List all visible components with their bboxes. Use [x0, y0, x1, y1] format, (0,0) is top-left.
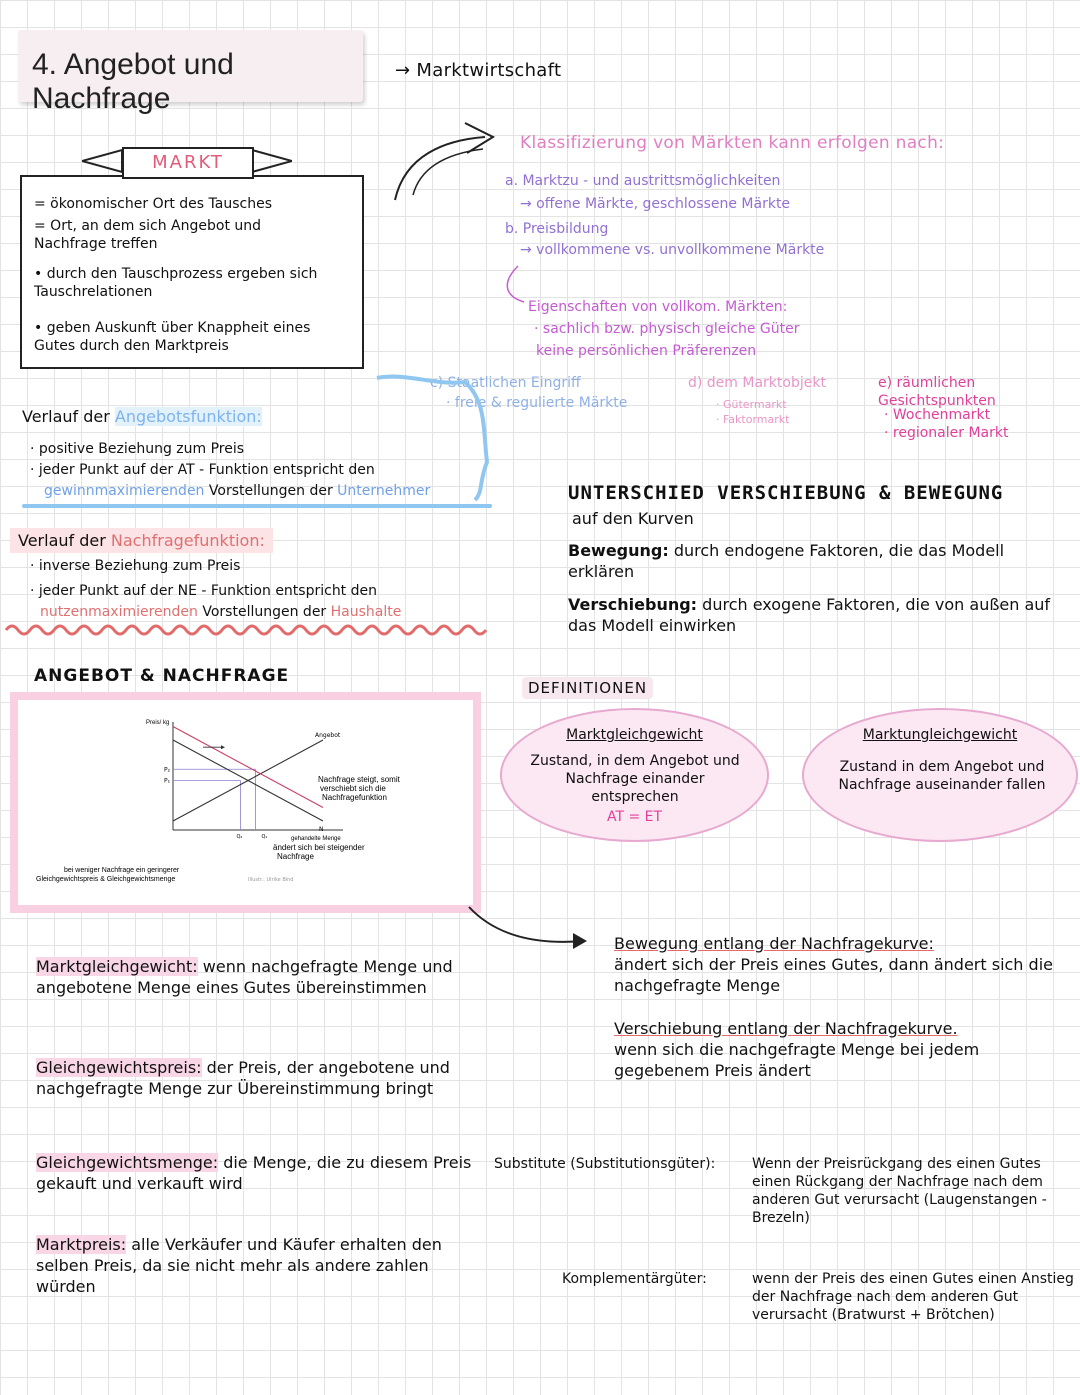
klass-e-1: · Wochenmarkt	[884, 407, 991, 423]
gg-text: Zustand, in dem Angebot und Nachfrage einander entsprechen	[530, 753, 740, 805]
chart-frame	[10, 692, 481, 913]
series-label-n: N	[319, 826, 324, 833]
klass-d-2: · Faktormarkt	[716, 413, 790, 426]
begriff-2-term: Gleichgewichtspreis:	[36, 1058, 202, 1077]
nachfrage-line-2a: · jeder Punkt auf der NE - Funktion entspricht den	[30, 583, 377, 599]
begriff-4-term: Marktpreis:	[36, 1235, 127, 1254]
annotation-less-demand: bei weniger Nachfrage ein geringerer Gleichgewichtspreis & Gleichgewichtsmenge	[36, 867, 180, 883]
markt-line-4: • geben Auskunft über Knappheit eines Gutes durch den Marktpreis	[34, 320, 311, 354]
klassifizierung-heading: Klassifizierung von Märkten kann erfolgen nach:	[520, 133, 945, 153]
nachfrage-line-1: · inverse Beziehung zum Preis	[30, 558, 241, 574]
unterschied-heading: UNTERSCHIED VERSCHIEBUNG & BEWEGUNG	[568, 482, 1004, 504]
nachfrage-vorstellungen: Vorstellungen der	[202, 604, 327, 620]
annotation-change: ändert sich bei steigender Nachfrage	[273, 843, 365, 861]
angebot-unternehmer: Unternehmer	[337, 483, 431, 499]
angebot-head-b: Angebotsfunktion:	[114, 407, 262, 426]
bewegung-label: Bewegung:	[568, 541, 669, 560]
klass-e: e) räumlichen Gesichtspunkten	[878, 375, 996, 409]
blue-underline	[22, 504, 492, 508]
gg-title: Marktgleichgewicht	[566, 727, 703, 743]
gleichgewicht-ellipse	[500, 708, 769, 842]
x-axis-label: gehandelte Menge	[291, 836, 341, 842]
klass-d: d) dem Marktobjekt	[688, 375, 826, 391]
angebot-gewinn: gewinnmaximierenden	[44, 483, 205, 499]
markt-line-1: = ökonomischer Ort des Tausches	[34, 196, 272, 212]
bewegung-text: durch endogene Faktoren, die das Modell erklären	[568, 541, 1005, 581]
definitionen-label: DEFINITIONEN	[522, 677, 653, 699]
shift-arrow-head	[221, 745, 225, 749]
angebot-line-2	[44, 482, 430, 500]
nachfrage-head-b: Nachfragefunktion:	[110, 531, 265, 550]
verschiebung-text: durch exogene Faktoren, die von außen auf das Modell einwirken	[568, 595, 1051, 635]
y-axis-label: Preis/ kg	[146, 720, 170, 726]
begriff-4	[36, 1234, 476, 1297]
eig-head: Eigenschaften von vollkom. Märkten:	[528, 299, 788, 315]
klass-c-sub: · freie & regulierte Märkte	[446, 395, 628, 411]
bew-nachfrage-text: ändert sich der Preis eines Gutes, dann ändert sich die nachgefragte Menge	[614, 955, 1053, 995]
begriff-2-text: der Preis, der angebotene und nachgefragte Menge zur Übereinstimmung bringt	[36, 1058, 450, 1098]
bewegung-def	[568, 540, 1068, 582]
klass-b: b. Preisbildung	[505, 221, 609, 237]
ver-nachfrage-text: wenn sich die nachgefragte Menge bei jedem gegebenem Preis ändert	[614, 1040, 980, 1080]
klass-a: a. Marktzu - und austrittsmöglichkeiten	[505, 173, 781, 189]
nachfrage-nutzen: nutzenmaximierenden	[40, 604, 198, 620]
bew-nachfrage-block	[614, 933, 1064, 996]
markt-banner: MARKT	[122, 147, 254, 179]
annotation-shift: Nachfrage steigt, somit verschiebt sich die Nachfragefunktion	[318, 775, 400, 802]
markt-line-2: = Ort, an dem sich Angebot und Nachfrage treffen	[34, 218, 262, 252]
komplement-term: Komplementärgüter:	[562, 1271, 707, 1287]
series-line-2	[173, 727, 323, 808]
topic-arrow-text: → Marktwirtschaft	[395, 60, 562, 81]
eig-2: keine persönlichen Präferenzen	[536, 343, 757, 359]
begriff-3-text: die Menge, die zu diesem Preis gekauft und verkauft wird	[36, 1153, 472, 1193]
page-title: 4. Angebot und Nachfrage	[32, 48, 234, 115]
markt-line-3: • durch den Tauschprozess ergeben sich Tauschrelationen	[34, 266, 318, 300]
angebot-vorstellungen: Vorstellungen der	[208, 483, 333, 499]
red-squiggle	[4, 620, 494, 640]
ugg-text: Zustand in dem Angebot und Nachfrage auseinander fallen	[838, 759, 1046, 793]
verschiebung-label: Verschiebung:	[568, 595, 698, 614]
begriff-1-term: Marktgleichgewicht:	[36, 957, 198, 976]
eig-1: · sachlich bzw. physisch gleiche Güter	[534, 321, 800, 337]
unterschied-sub: auf den Kurven	[572, 509, 694, 528]
angebot-heading	[22, 406, 262, 427]
ver-nachfrage-block	[614, 1018, 1064, 1081]
angebot-line-2a: · jeder Punkt auf der AT - Funktion entspricht den	[30, 462, 375, 478]
begriff-3-term: Gleichgewichtsmenge:	[36, 1153, 219, 1172]
substitute-text: Wenn der Preisrückgang des einen Gutes einen Rückgang der Nachfrage nach dem anderen Gut verursacht (Laugenstangen - Brezeln)	[752, 1156, 1047, 1226]
tick-q2: Q₂	[236, 834, 243, 840]
series-label-angebot: Angebot	[315, 732, 341, 739]
substitute-term: Substitute (Substitutionsgüter):	[494, 1156, 716, 1172]
begriff-1-text: wenn nachgefragte Menge und angebotene Menge eines Gutes übereinstimmen	[36, 957, 453, 997]
tick-p2: P₂	[164, 766, 171, 774]
tick-q1: Q₁	[261, 834, 268, 840]
nachfrage-head-a: Verlauf der	[18, 531, 106, 550]
gg-formula: AT = ET	[606, 809, 663, 825]
ugg-title: Marktungleichgewicht	[862, 727, 1018, 743]
verschiebung-def	[568, 594, 1068, 636]
nachfrage-heading	[10, 528, 273, 553]
angebot-line-1: · positive Beziehung zum Preis	[30, 441, 245, 457]
begriff-1	[36, 956, 476, 998]
klass-b-sub: → vollkommene vs. unvollkommene Märkte	[520, 242, 825, 258]
nachfrage-haushalte: Haushalte	[330, 604, 402, 620]
bew-nachfrage-title: Bewegung entlang der Nachfragekurve:	[614, 934, 934, 953]
begriff-3	[36, 1152, 476, 1194]
supply-demand-chart	[18, 700, 473, 905]
chart-section-title: ANGEBOT & NACHFRAGE	[34, 666, 290, 686]
begriff-4-text: alle Verkäufer und Käufer erhalten den selben Preis, da sie nicht mehr als andere zahlen würden	[36, 1235, 442, 1296]
curved-arrow-icon	[385, 115, 505, 205]
klass-c: c) Staatlichen Eingriff	[430, 375, 581, 391]
klass-e-2: · regionaler Markt	[884, 425, 1009, 441]
nachfrage-line-2	[40, 603, 401, 621]
begriff-2	[36, 1057, 476, 1099]
bottom-arrow-icon	[465, 905, 595, 955]
ungleichgewicht-ellipse	[802, 708, 1078, 842]
title-card	[18, 30, 363, 115]
ver-nachfrage-title: Verschiebung entlang der Nachfragekurve.	[614, 1019, 958, 1038]
komplement-text: wenn der Preis des einen Gutes einen Anstieg der Nachfrage nach dem anderen Gut verursacht (Bratwurst + Brötchen)	[752, 1271, 1074, 1323]
markt-box	[20, 175, 364, 369]
annotation-credit: Illustr.: Ulrike Bind	[248, 877, 294, 883]
klass-a-sub: → offene Märkte, geschlossene Märkte	[520, 196, 791, 212]
angebot-head-a: Verlauf der	[22, 407, 110, 426]
tick-p1: P₁	[164, 777, 171, 785]
klass-d-1: · Gütermarkt	[716, 398, 787, 411]
